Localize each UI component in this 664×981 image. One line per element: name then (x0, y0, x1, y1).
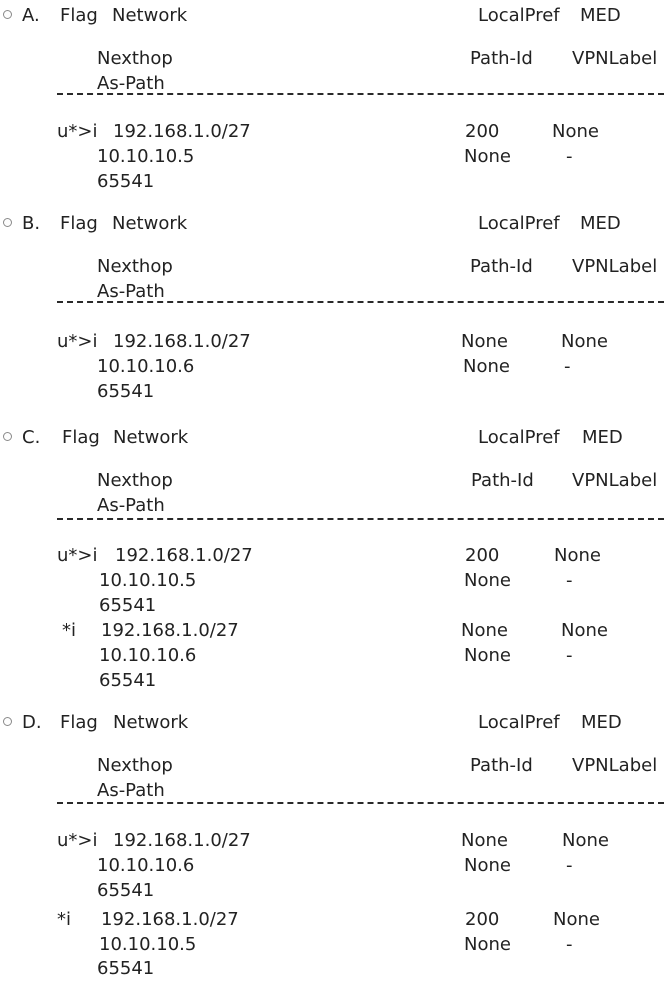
header-flag: Flag (60, 5, 98, 26)
header-vpnlabel: VPNLabel (572, 470, 658, 491)
header-network: Network (113, 712, 189, 733)
route-pathid: None (463, 356, 510, 377)
answer-option-a[interactable] (0, 3, 664, 213)
dashed-divider (57, 301, 664, 303)
route-localpref: 200 (465, 545, 500, 566)
route-flag: u*>i (57, 545, 98, 566)
route-med: None (561, 620, 608, 641)
route-aspath: 65541 (97, 381, 155, 402)
option-letter: D. (22, 712, 42, 733)
header-pathid: Path-Id (470, 48, 533, 69)
header-nexthop: Nexthop (97, 470, 173, 491)
radio-button-c[interactable] (3, 432, 12, 441)
header-med: MED (580, 5, 621, 26)
header-aspath: As-Path (97, 780, 165, 801)
route-pathid: None (464, 570, 511, 591)
route-med: None (562, 830, 609, 851)
route-flag: u*>i (57, 331, 98, 352)
route-vpnlabel: - (566, 146, 573, 167)
route-vpnlabel: - (566, 645, 573, 666)
header-pathid: Path-Id (470, 256, 533, 277)
dashed-divider (57, 93, 664, 95)
route-vpnlabel: - (566, 570, 573, 591)
header-pathid: Path-Id (470, 755, 533, 776)
route-vpnlabel: - (564, 356, 571, 377)
header-nexthop: Nexthop (97, 256, 173, 277)
route-med: None (552, 121, 599, 142)
route-pathid: None (464, 934, 511, 955)
route-flag: *i (57, 909, 72, 930)
radio-button-d[interactable] (3, 717, 12, 726)
route-vpnlabel: - (566, 855, 573, 876)
header-aspath: As-Path (97, 495, 165, 516)
header-med: MED (582, 427, 623, 448)
header-localpref: LocalPref (478, 5, 560, 26)
route-flag: u*>i (57, 121, 98, 142)
route-flag: *i (62, 620, 77, 641)
header-aspath: As-Path (97, 281, 165, 302)
route-nexthop: 10.10.10.6 (97, 356, 195, 377)
route-network: 192.168.1.0/27 (101, 909, 239, 930)
dashed-divider (57, 518, 664, 520)
route-network: 192.168.1.0/27 (113, 830, 251, 851)
answer-option-d[interactable] (0, 710, 664, 980)
route-nexthop: 10.10.10.5 (99, 570, 197, 591)
header-med: MED (581, 712, 622, 733)
route-network: 192.168.1.0/27 (113, 331, 251, 352)
route-nexthop: 10.10.10.5 (97, 146, 195, 167)
header-network: Network (112, 5, 188, 26)
header-vpnlabel: VPNLabel (572, 755, 658, 776)
header-nexthop: Nexthop (97, 48, 173, 69)
header-localpref: LocalPref (478, 712, 560, 733)
route-localpref: None (461, 830, 508, 851)
header-med: MED (580, 213, 621, 234)
dashed-divider (57, 802, 664, 804)
header-localpref: LocalPref (478, 427, 560, 448)
route-nexthop: 10.10.10.6 (99, 645, 197, 666)
option-letter: A. (22, 5, 40, 26)
header-network: Network (113, 427, 189, 448)
header-nexthop: Nexthop (97, 755, 173, 776)
route-aspath: 65541 (99, 595, 157, 616)
route-flag: u*>i (57, 830, 98, 851)
route-localpref: None (461, 620, 508, 641)
route-localpref: None (461, 331, 508, 352)
route-aspath: 65541 (99, 670, 157, 691)
header-flag: Flag (60, 213, 98, 234)
route-aspath: 65541 (97, 171, 155, 192)
route-aspath: 65541 (97, 958, 155, 979)
header-aspath: As-Path (97, 73, 165, 94)
header-flag: Flag (62, 427, 100, 448)
route-aspath: 65541 (97, 880, 155, 901)
route-med: None (554, 545, 601, 566)
radio-button-a[interactable] (3, 10, 12, 19)
route-med: None (553, 909, 600, 930)
header-localpref: LocalPref (478, 213, 560, 234)
route-network: 192.168.1.0/27 (115, 545, 253, 566)
route-med: None (561, 331, 608, 352)
header-network: Network (112, 213, 188, 234)
answer-option-c[interactable] (0, 425, 664, 695)
route-nexthop: 10.10.10.5 (99, 934, 197, 955)
route-nexthop: 10.10.10.6 (97, 855, 195, 876)
route-pathid: None (464, 645, 511, 666)
header-pathid: Path-Id (471, 470, 534, 491)
option-letter: B. (22, 213, 41, 234)
route-network: 192.168.1.0/27 (113, 121, 251, 142)
header-vpnlabel: VPNLabel (572, 256, 658, 277)
route-network: 192.168.1.0/27 (101, 620, 239, 641)
route-vpnlabel: - (566, 934, 573, 955)
route-pathid: None (464, 855, 511, 876)
header-flag: Flag (60, 712, 98, 733)
option-letter: C. (22, 427, 41, 448)
header-vpnlabel: VPNLabel (572, 48, 658, 69)
radio-button-b[interactable] (3, 218, 12, 227)
route-localpref: 200 (465, 909, 500, 930)
route-localpref: 200 (465, 121, 500, 142)
route-pathid: None (464, 146, 511, 167)
answer-option-b[interactable] (0, 211, 664, 421)
